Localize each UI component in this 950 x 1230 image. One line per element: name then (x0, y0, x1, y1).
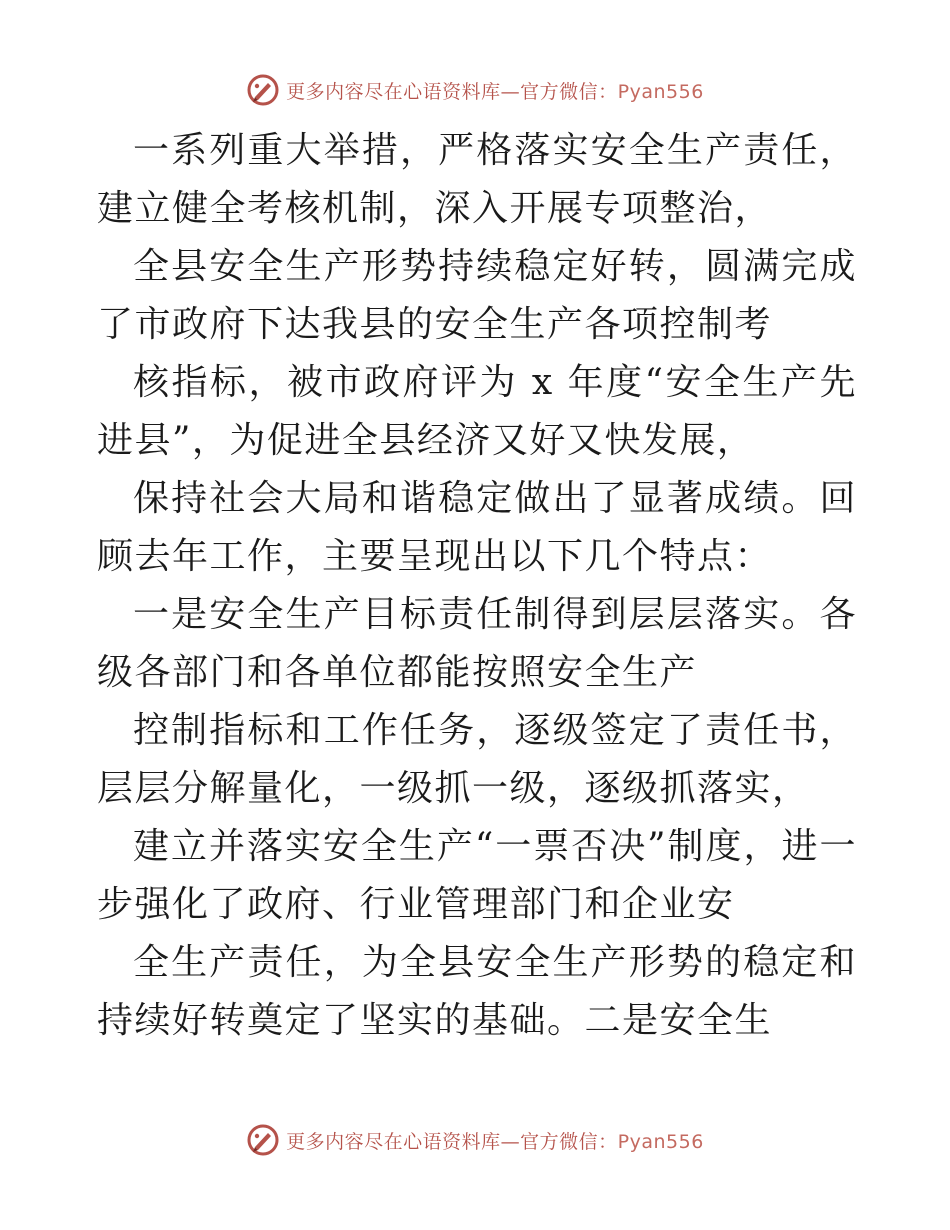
paragraph: 控制指标和工作任务，逐级签定了责任书，层层分解量化，一级抓一级，逐级抓落实， (97, 710, 857, 809)
paragraph: 建立并落实安全生产“一票否决”制度，进一步强化了政府、行业管理部门和企业安 (97, 826, 857, 925)
paragraph: 一是安全生产目标责任制得到层层落实。各级各部门和各单位都能按照安全生产 (97, 594, 857, 693)
paragraph: 核指标，被市政府评为 x 年度“安全生产先进县”，为促进全县经济又好又快发展， (97, 362, 857, 461)
wechat-id: Pyan556 (617, 80, 704, 103)
pen-logo-icon (246, 73, 280, 107)
footer-banner-text: 更多内容尽在心语资料库—官方微信：Pyan556 (286, 1130, 704, 1153)
footer-banner (0, 1120, 950, 1160)
header-banner (0, 70, 950, 110)
paragraph: 一系列重大举措，严格落实安全生产责任，建立健全考核机制，深入开展专项整治， (97, 130, 857, 229)
paragraph: 全生产责任，为全县安全生产形势的稳定和持续好转奠定了坚实的基础。二是安全生 (97, 942, 857, 1041)
header-banner-text: 更多内容尽在心语资料库—官方微信：Pyan556 (286, 80, 704, 103)
wechat-id: Pyan556 (617, 1130, 704, 1153)
paragraph: 保持社会大局和谐稳定做出了显著成绩。回顾去年工作，主要呈现出以下几个特点： (97, 478, 857, 577)
document-body (97, 122, 857, 1050)
pen-logo-icon (246, 1123, 280, 1157)
paragraph: 全县安全生产形势持续稳定好转，圆满完成了市政府下达我县的安全生产各项控制考 (97, 246, 857, 345)
